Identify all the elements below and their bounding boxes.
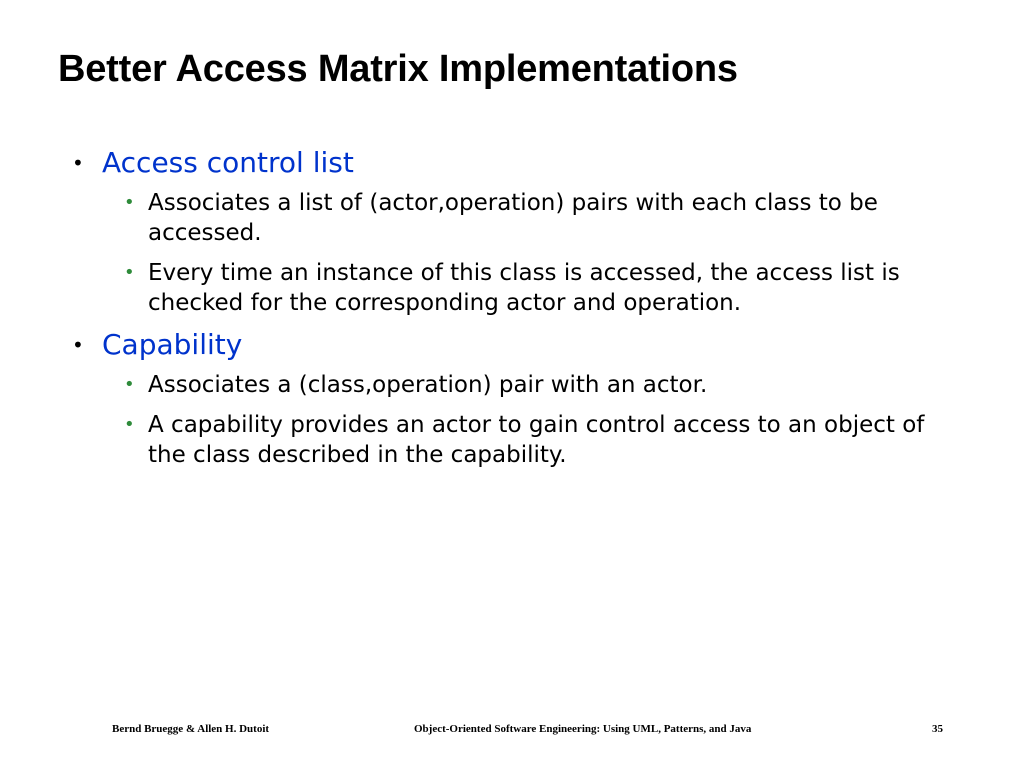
slide-title: Better Access Matrix Implementations	[58, 48, 738, 90]
subbullet-text: Associates a list of (actor,operation) pairs with each class to be accessed.	[148, 190, 878, 246]
bullet-dot-icon: •	[72, 151, 84, 175]
subbullet	[124, 370, 952, 400]
subbullet	[124, 258, 952, 318]
bullet-access-control-list	[72, 146, 952, 180]
slide-content	[72, 146, 952, 480]
bullet-text: Access control list	[102, 146, 354, 179]
subbullet-text: Every time an instance of this class is accessed, the access list is checked for the corresponding actor and operation.	[148, 260, 900, 316]
bullet-capability	[72, 328, 952, 362]
subbullet-dot-icon: •	[124, 262, 135, 283]
bullet-dot-icon: •	[72, 333, 84, 357]
subbullet-dot-icon: •	[124, 374, 135, 395]
footer-authors: Bernd Bruegge & Allen H. Dutoit	[112, 723, 270, 735]
subbullet	[124, 188, 952, 248]
subbullet-dot-icon: •	[124, 414, 135, 435]
subbullet-text: Associates a (class,operation) pair with an actor.	[148, 372, 708, 398]
subbullet-text: A capability provides an actor to gain control access to an object of the class described in the capability.	[148, 412, 925, 468]
footer-book-title: Object-Oriented Software Engineering: Using UML, Patterns, and Java	[414, 723, 752, 735]
subbullet-dot-icon: •	[124, 192, 135, 213]
subbullet	[124, 410, 952, 470]
footer-page-number: 35	[932, 723, 943, 735]
bullet-text: Capability	[102, 328, 243, 361]
